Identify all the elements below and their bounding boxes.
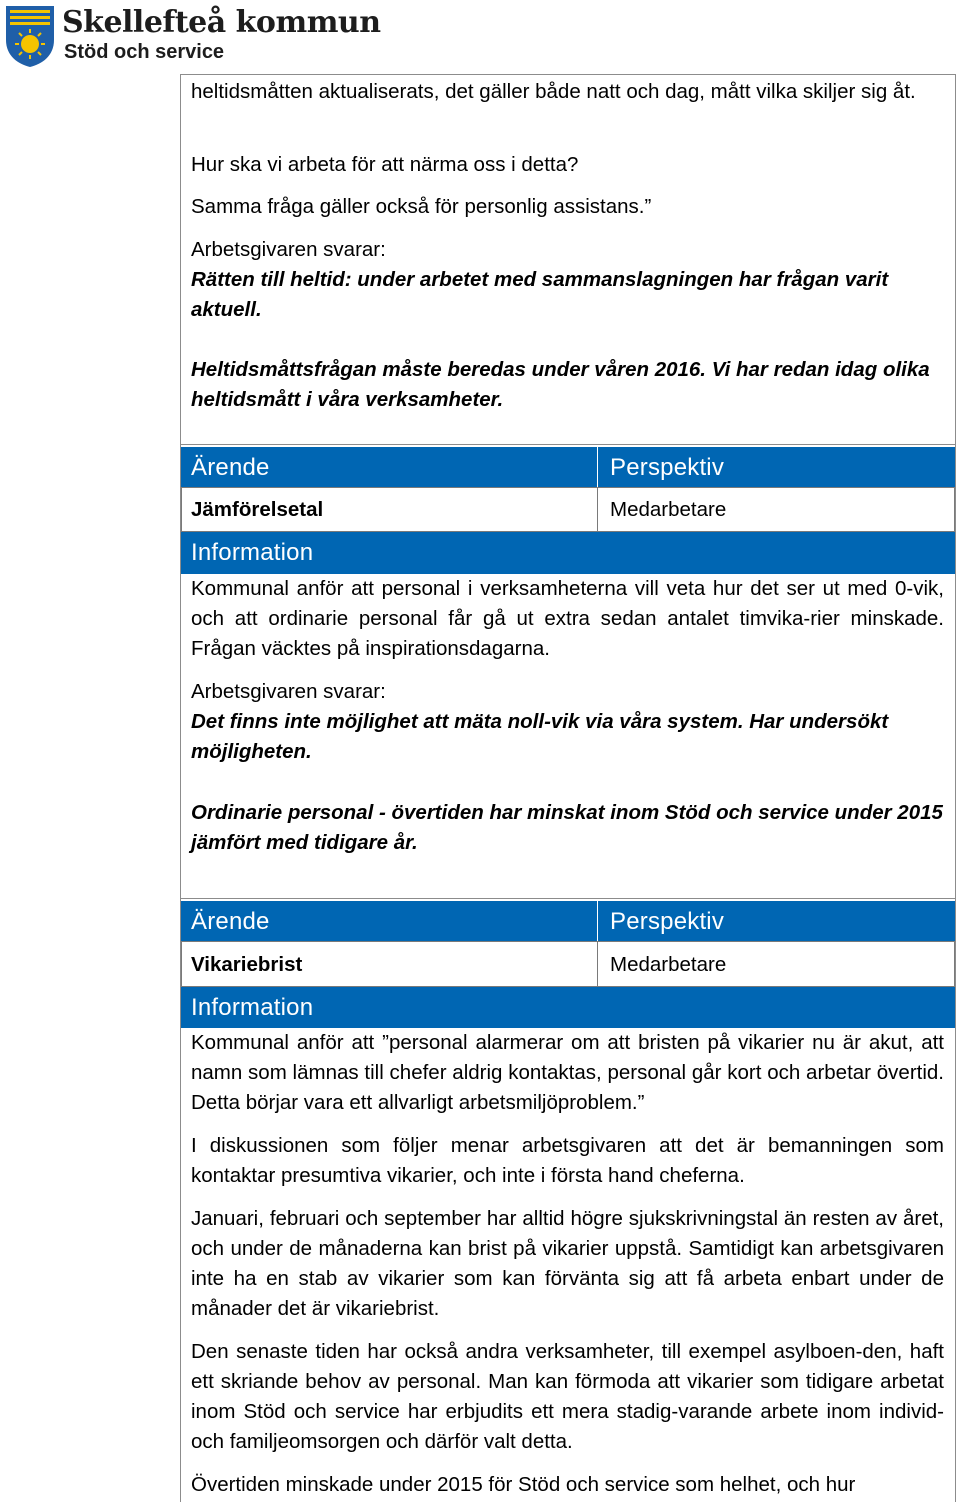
case2-information-label: Information [191, 994, 314, 1021]
case2-arende-label: Ärende [191, 908, 270, 935]
paragraph-question: Hur ska vi arbeta för att närma oss i detta? [191, 153, 579, 176]
case1-header-bar [181, 447, 955, 487]
case1-header-divider [597, 447, 598, 487]
separator [180, 444, 956, 445]
case2-paragraph-2: I diskussionen som följer menar arbetsgivaren att det är bemanningen som kontaktar presumtiva vikarier, och inte i första hand cheferna. [191, 1134, 944, 1187]
case1-info-text: Kommunal anför att personal i verksamheterna vill veta hur det ser ut med 0-vik, och att ordinarie personal får gå ut extra sedan antalet timvika-rier minskade. Frågan väcktes på inspirationsdagarna. [191, 577, 944, 660]
case2-header-bar [181, 901, 955, 941]
case1-information-label: Information [191, 539, 314, 566]
org-name: Skellefteå kommun [62, 5, 381, 40]
employer-answer-label: Arbetsgivaren svarar: [191, 238, 386, 261]
logo [4, 4, 381, 68]
paragraph-heltidsmatt: heltidsmåtten aktualiserats, det gäller både natt och dag, mått vilka skiljer sig åt. [191, 80, 916, 103]
case1-perspektiv-label: Perspektiv [610, 454, 725, 481]
case1-answer-2: Ordinarie personal - övertiden har minskat inom Stöd och service under 2015 jämfört med tidigare år. [191, 801, 943, 854]
paragraph-assistans: Samma fråga gäller också för personlig assistans.” [191, 195, 652, 218]
case2-arende-value: Vikariebrist [191, 953, 303, 976]
case2-header-divider [597, 901, 598, 941]
employer-answer-2: Heltidsmåttsfrågan måste beredas under våren 2016. Vi har redan idag olika heltidsmått i våra verksamheter. [191, 358, 930, 411]
case2-paragraph-1: Kommunal anför att ”personal alarmerar om att bristen på vikarier nu är akut, att namn som lämnas till chefer aldrig kontaktas, personal går kort och arbetar övertid. Detta börjar vara ett allvarligt arbetsmiljöproblem.” [191, 1031, 944, 1114]
separator [180, 898, 956, 899]
case1-perspektiv-value: Medarbetare [610, 498, 727, 521]
case2-perspektiv-value: Medarbetare [610, 953, 727, 976]
case2-perspektiv-label: Perspektiv [610, 908, 725, 935]
case1-employer-label: Arbetsgivaren svarar: [191, 680, 386, 703]
employer-answer-1: Rätten till heltid: under arbetet med sammanslagningen har frågan varit aktuell. [191, 268, 889, 321]
coat-of-arms-icon [4, 4, 56, 68]
case2-paragraph-4: Den senaste tiden har också andra verksamheter, till exempel asylboen-den, haft ett skriande behov av personal. Man kan förmoda att vikarier som tidigare arbetat inom Stöd och service har erbjudits ett mera stadig-varande arbete inom individ- och familjeomsorgen och därför valt detta. [191, 1340, 944, 1453]
case1-arende-value: Jämförelsetal [191, 498, 324, 521]
case2-paragraph-5: Övertiden minskade under 2015 för Stöd och service som helhet, och hur [191, 1473, 856, 1496]
case1-arende-label: Ärende [191, 454, 270, 481]
case1-answer-1: Det finns inte möjlighet att mäta noll-vik via våra system. Har undersökt möjligheten. [191, 710, 889, 763]
department-name: Stöd och service [64, 41, 225, 63]
case2-paragraph-3: Januari, februari och september har alltid högre sjukskrivningstal än resten av året, och under de månaderna kan brist på vikarier uppstå. Samtidigt kan arbetsgivaren inte ha en stab av vikarier som kan förvänta sig att få arbeta enbart under de månader det är vikariebrist. [191, 1207, 944, 1320]
